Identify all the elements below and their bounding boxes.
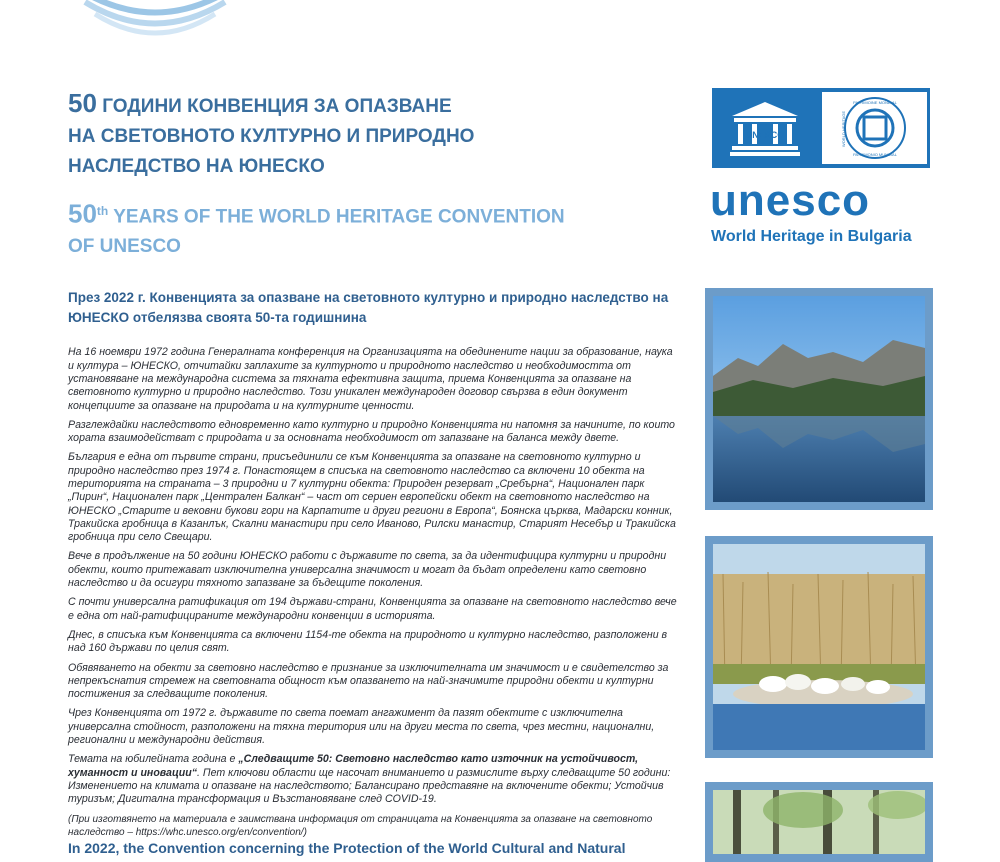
theme-prefix: Темата на юбилейната година е — [68, 753, 239, 766]
mountain-lake-image — [713, 296, 925, 502]
paragraph: Разглеждайки наследството едновременно като културно и природно Конвенцията ни напомня за начините, по които хората взаимодействат с природата и за основната необходимост от запазване на баланса между двете. — [68, 418, 675, 445]
paragraph: Чрез Конвенцията от 1972 г. държавите по света поемат ангажимент да пазят обектите с изключителна универсална стойност, разположени на тяхна територия или на други места по света, чрез местни, национални, регионални и международни действия. — [68, 707, 655, 747]
main-column — [68, 88, 678, 845]
title-en-number: 50 — [68, 198, 97, 229]
forest-image — [713, 790, 925, 854]
unesco-subtitle: World Heritage in Bulgaria — [711, 228, 912, 245]
title-en-line1: YEARS OF THE WORLD HERITAGE CONVENTION — [113, 206, 565, 228]
title-bg-line2: НА СВЕТОВНОТО КУЛТУРНО И ПРИРОДНО — [68, 126, 475, 147]
english-text-start: In 2022, the Convention concerning the Protection of the World Cultural and Natural — [68, 840, 626, 856]
photo-forest — [705, 782, 933, 862]
lead-paragraph: През 2022 г. Конвенцията за опазване на световното културно и природно наследство на ЮНЕСКО отбелязва своята 50-та годишнина — [68, 290, 669, 326]
sidebar — [705, 88, 933, 246]
whc-bottom-text: PATRIMONIO MUNDIAL — [852, 152, 897, 157]
theme-bold: „Следващите 50: Световно наследство като източник на устойчивост, хуманност и иновации“ — [68, 753, 639, 779]
theme-paragraph — [68, 753, 678, 806]
world-heritage-emblem-icon — [839, 95, 911, 161]
theme-rest: . Пет ключови области ще насочат вниманието и размислите върху следващите 50 години: Изменението на климата и опазване на наследството; Балансирано представяне на включените обекти; Устойчив туризъм; Дигитална трансформация и Възстановяване след COVID-19. — [68, 766, 671, 806]
whc-top-text: PATRIMOINE MONDIAL — [852, 100, 897, 105]
article-body — [68, 346, 678, 838]
paragraph: Днес, в списъка към Конвенцията са включени 1154-те обекта на природното и културно наследство, разположени в над 160 държави по целия свят. — [68, 628, 668, 655]
photo-mountain-lake — [705, 288, 933, 510]
paragraph: България е една от първите страни, присъединили се към Конвенцията за опазване на световното културно и природно наследство през 1974 г. Понастоящем в списъка на световното наследство са включени 10 обекта на територията на страната – 3 природни и 7 културни обекта: Природен резерват „Сребърна“, Национален парк „Пирин“, Национален парк „Централен Балкан“ – част от сериен европейски обект на световното наследство на ЮНЕСКО „Старите и вековни букови гори на Карпатите и други региони в Европа“, Боянска църква, Мадарски конник, Тракийска гробница в Казанлък, Скални манастири при село Иваново, Рилски манастир, Старият Несебър и Тракийска гробница при село Свещари. — [68, 451, 676, 544]
unesco-emblem-box — [712, 88, 930, 168]
source-note: (При изготвянето на материала е заимствана информация от страницата на Конвенцията за опазване на световното наследство – https://whc.unesco.org/en/convention/) — [68, 813, 653, 838]
title-bulgarian — [68, 88, 678, 182]
title-bg-line3: НАСЛЕДСТВО НА ЮНЕСКО — [68, 156, 325, 177]
wave-decoration — [70, 0, 240, 50]
title-bg-line1: ГОДИНИ КОНВЕНЦИЯ ЗА ОПАЗВАНЕ — [102, 96, 452, 117]
paragraph: С почти универсална ратификация от 194 държави-страни, Конвенцията за опазване на световното наследство вече е една от най-ратифицираните международни конвенции в историята. — [68, 596, 677, 622]
title-english — [68, 196, 678, 262]
unesco-temple-icon — [730, 100, 800, 156]
photo-pelicans-reeds — [705, 536, 933, 758]
whc-left-text: WORLD HERITAGE — [840, 110, 846, 148]
paragraph: На 16 ноември 1972 година Генералната конференция на Организацията на обединените нации за образование, наука и култура – ЮНЕСКО, отчитайки заплахите за културното и природното наследство и необходимостта от установяване на международна система за тяхната ефективна защита, приема Конвенцията за опазване на световното културно и природно наследство. Този уникален международен договор свързва в един документ концепциите за опазване на природата и на културните ценности. — [68, 346, 673, 412]
temple-label: UNESCO — [745, 130, 785, 140]
world-heritage-emblem — [822, 92, 927, 164]
title-bg-number: 50 — [68, 88, 97, 118]
paragraph: Обявяването на обекти за световно наследство е признание за изключителната им значимост и е свидетелство за непрекъснатия стремеж на световната общност към опазването на най-значимите природни обекти и културни постижения за следващите поколения. — [68, 661, 669, 701]
paragraph: Вече в продължение на 50 години ЮНЕСКО работи с държавите по света, за да идентифицира културни и природни обекти, които притежават изключителна универсална значимост и могат да бъдат определени като световно наследство и да осигури тяхното запазване за бъдещите поколения. — [68, 550, 667, 590]
title-en-suffix: th — [96, 204, 109, 218]
title-en-line2: OF UNESCO — [68, 236, 181, 258]
pelicans-reeds-image — [713, 544, 925, 750]
unesco-wordmark: unesco — [710, 176, 871, 225]
